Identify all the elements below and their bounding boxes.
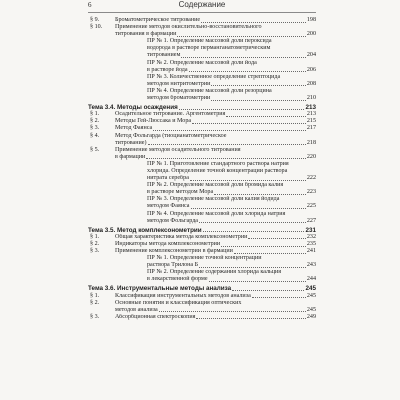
toc-entry xyxy=(88,24,316,38)
toc-entry xyxy=(88,241,316,248)
toc-page-number: 245 xyxy=(306,306,316,313)
dot-leader xyxy=(209,276,306,282)
toc-entry-title: ПР № 1. Приготовление стандартного раствора натрия xyxy=(147,160,289,167)
toc-practical-entry xyxy=(88,269,316,283)
toc-entry-title: ПР № 1. Определение массовой доли пероксида xyxy=(147,38,272,45)
dot-leader xyxy=(159,307,306,313)
toc-entry-title: ПР № 4. Определение массовой доли хлорида натрия xyxy=(147,210,286,217)
toc-page-number: 227 xyxy=(306,217,316,224)
dot-leader xyxy=(252,293,306,299)
toc-practical-entry xyxy=(88,38,316,59)
toc-entry-number: § 3. xyxy=(90,313,100,320)
toc-entry-title: ПР № 2. Определение содержания хлорида кальция xyxy=(147,269,282,276)
toc-entry-number xyxy=(88,211,115,225)
toc-page-number: 245 xyxy=(305,285,316,293)
toc-page-number: 249 xyxy=(306,313,316,320)
toc-page-number: 241 xyxy=(306,248,316,254)
toc-entry-number: § 5. xyxy=(90,146,100,153)
toc-entry-title: в лекарственной форме xyxy=(147,276,208,283)
dot-leader xyxy=(248,234,306,240)
toc-entry-title: методов анализа xyxy=(115,306,158,313)
toc-entry xyxy=(88,118,316,125)
toc-entry-number: § 2. xyxy=(90,299,100,306)
toc-practical-entry xyxy=(88,255,316,269)
toc-entry xyxy=(88,234,316,241)
toc-page-number: 210 xyxy=(306,95,316,102)
dot-leader xyxy=(189,67,306,73)
toc-page-number: 243 xyxy=(306,262,316,269)
toc-entry-number: § 1. xyxy=(90,111,100,118)
dot-leader xyxy=(199,262,306,268)
toc-entry-title: хлорида. Определение точной концентрации раствора xyxy=(147,167,288,174)
toc-practical-entry xyxy=(88,161,316,182)
toc-section xyxy=(88,227,316,234)
dot-leader xyxy=(196,314,305,320)
toc-entry-title: методом Фаянса xyxy=(147,203,190,210)
toc-entry xyxy=(88,125,316,132)
dot-leader xyxy=(232,285,304,291)
toc-entry xyxy=(88,147,316,161)
toc-entry-title: методом нитритометрии xyxy=(147,80,211,87)
toc-entry-title: ПР № 3. Количественное определение стрептоцида xyxy=(147,73,281,80)
toc-entry-number: § 1. xyxy=(90,292,100,299)
toc-page-number: 225 xyxy=(306,203,316,210)
toc-entry-number xyxy=(88,38,115,59)
dot-leader xyxy=(199,218,306,224)
toc-entry-title: Методы Гей-Люссака и Мора xyxy=(115,118,192,125)
toc-entry-number xyxy=(88,182,115,196)
toc-page-number: 198 xyxy=(306,17,316,23)
toc-entry-number xyxy=(88,74,115,88)
dot-leader xyxy=(192,118,306,124)
toc-practical-entry xyxy=(88,182,316,196)
toc-page-number: 213 xyxy=(305,104,316,112)
toc-entry-title: титрование) xyxy=(115,139,147,146)
toc-page-number: 245 xyxy=(306,292,316,299)
dot-leader xyxy=(211,95,306,101)
toc-entry-title: в растворе йода xyxy=(147,66,188,73)
toc-entry xyxy=(88,133,316,147)
dot-leader xyxy=(226,111,306,117)
toc-entry-number xyxy=(88,255,115,269)
dot-leader xyxy=(201,17,306,23)
toc-entry-number: § 3. xyxy=(90,125,100,132)
dot-leader xyxy=(190,175,306,181)
toc-practical-entry xyxy=(88,196,316,210)
toc-page-number: 213 xyxy=(306,111,316,118)
toc-entry-title: методом Фольгарда xyxy=(147,217,199,224)
toc-entry xyxy=(88,111,316,118)
toc-entry-title: титрования в фармации xyxy=(115,31,177,38)
dot-leader xyxy=(179,104,305,110)
toc-entry-title: раствора Трилона Б xyxy=(147,262,199,269)
toc-entry-number: § 2. xyxy=(90,118,100,125)
toc-page-number: 223 xyxy=(306,189,316,196)
toc-page-number: 206 xyxy=(306,66,316,73)
toc-entry-title: Общая характеристика метода комплексонометрии xyxy=(115,233,248,240)
toc-entry xyxy=(88,314,316,321)
toc-entry-title: ПР № 1. Определение точной концентрации xyxy=(147,255,262,262)
toc-entry-title: Броматометрическое титрование xyxy=(115,17,201,23)
toc-page-number: 232 xyxy=(306,233,316,240)
toc-entry xyxy=(88,300,316,314)
page-header xyxy=(88,0,316,13)
toc-entry-number: § 4. xyxy=(90,132,100,139)
table-of-contents xyxy=(88,17,316,321)
dot-leader xyxy=(148,140,306,146)
toc-entry-title: Применение методов окислительно-восстановительного xyxy=(115,24,262,31)
toc-page-number: 231 xyxy=(305,226,316,234)
toc-entry-title: Осадительное титрование. Аргентометрия xyxy=(115,111,226,118)
toc-entry-number: § 9. xyxy=(90,17,100,23)
dot-leader xyxy=(181,52,306,58)
toc-entry-title: методом броматометрии xyxy=(147,95,211,102)
dot-leader xyxy=(177,31,305,37)
toc-page-number: 215 xyxy=(306,118,316,125)
toc-page-number: 220 xyxy=(306,153,316,160)
toc-entry-number: § 10. xyxy=(90,24,103,31)
dot-leader xyxy=(234,248,306,254)
toc-entry-title: Тема 3.4. Методы осаждения xyxy=(88,104,178,112)
toc-entry-title: Применение методов осадительного титрования xyxy=(115,146,241,153)
toc-practical-entry xyxy=(88,88,316,102)
toc-entry-number xyxy=(88,196,115,210)
toc-page-number: 218 xyxy=(306,139,316,146)
toc-practical-entry xyxy=(88,211,316,225)
toc-entry-title: в фармации xyxy=(115,153,146,160)
toc-entry-title: Тема 3.5. Метод комплексонометрии xyxy=(88,226,202,234)
dot-leader xyxy=(203,227,305,233)
toc-entry-number xyxy=(88,60,115,74)
dot-leader xyxy=(211,81,305,87)
toc-entry-number xyxy=(88,88,115,102)
toc-entry-title: ПР № 2. Определение массовой доли йода xyxy=(147,59,257,66)
toc-page-number: 204 xyxy=(306,52,316,59)
toc-entry-number xyxy=(88,161,115,182)
toc-entry-title: Применение комплексонометрии в фармации xyxy=(115,248,233,254)
dot-leader xyxy=(153,125,306,131)
running-title: Содержание xyxy=(178,0,226,9)
toc-section xyxy=(88,285,316,292)
toc-entry-title: нитрата серебра xyxy=(147,175,189,182)
toc-entry-title: в растворе методом Мора xyxy=(147,189,214,196)
toc-entry xyxy=(88,293,316,300)
toc-page-number: 235 xyxy=(306,240,316,247)
toc-entry-title: Абсорбционная спектроскопия xyxy=(115,313,196,320)
toc-entry-title: Основные понятия и классификация оптических xyxy=(115,299,242,306)
dot-leader xyxy=(146,154,306,160)
toc-page-number: 208 xyxy=(306,80,316,87)
toc-entry-title: титрованием xyxy=(147,52,181,59)
toc-entry-title: Индикаторы метода комплексонометрии xyxy=(115,240,221,247)
toc-section xyxy=(88,104,316,111)
dot-leader xyxy=(221,241,306,247)
toc-entry-number xyxy=(88,269,115,283)
toc-entry-title: Тема 3.6. Инструментальные методы анализа xyxy=(88,285,232,293)
toc-entry-title: ПР № 3. Определение массовой доли калия йодида xyxy=(147,196,280,203)
toc-entry xyxy=(88,17,316,24)
toc-practical-entry xyxy=(88,60,316,74)
page-number: 6 xyxy=(88,1,92,9)
toc-entry-title: ПР № 4. Определение массовой доли резорцина xyxy=(147,87,272,94)
toc-practical-entry xyxy=(88,74,316,88)
toc-entry-title: водорода в растворе перманганатометрическим xyxy=(147,45,271,52)
toc-entry-title: Метод Фольгарда (тиоцианатометрическое xyxy=(115,132,227,139)
toc-page-number: 222 xyxy=(306,175,316,182)
dot-leader xyxy=(214,189,306,195)
toc-entry-number: § 1. xyxy=(90,233,100,240)
toc-entry-title: ПР № 2. Определение массовой доли бромида калия xyxy=(147,182,284,189)
toc-page-number: 200 xyxy=(306,31,316,38)
toc-entry-number: § 3. xyxy=(90,248,100,254)
toc-entry-title: Метод Фаянса xyxy=(115,125,153,132)
dot-leader xyxy=(191,203,306,209)
toc-entry-title: Классификация инструментальных методов анализа xyxy=(115,292,251,299)
toc-page-number: 217 xyxy=(306,125,316,132)
toc-entry xyxy=(88,248,316,255)
toc-page-number: 244 xyxy=(306,276,316,283)
toc-entry-number: § 2. xyxy=(90,240,100,247)
